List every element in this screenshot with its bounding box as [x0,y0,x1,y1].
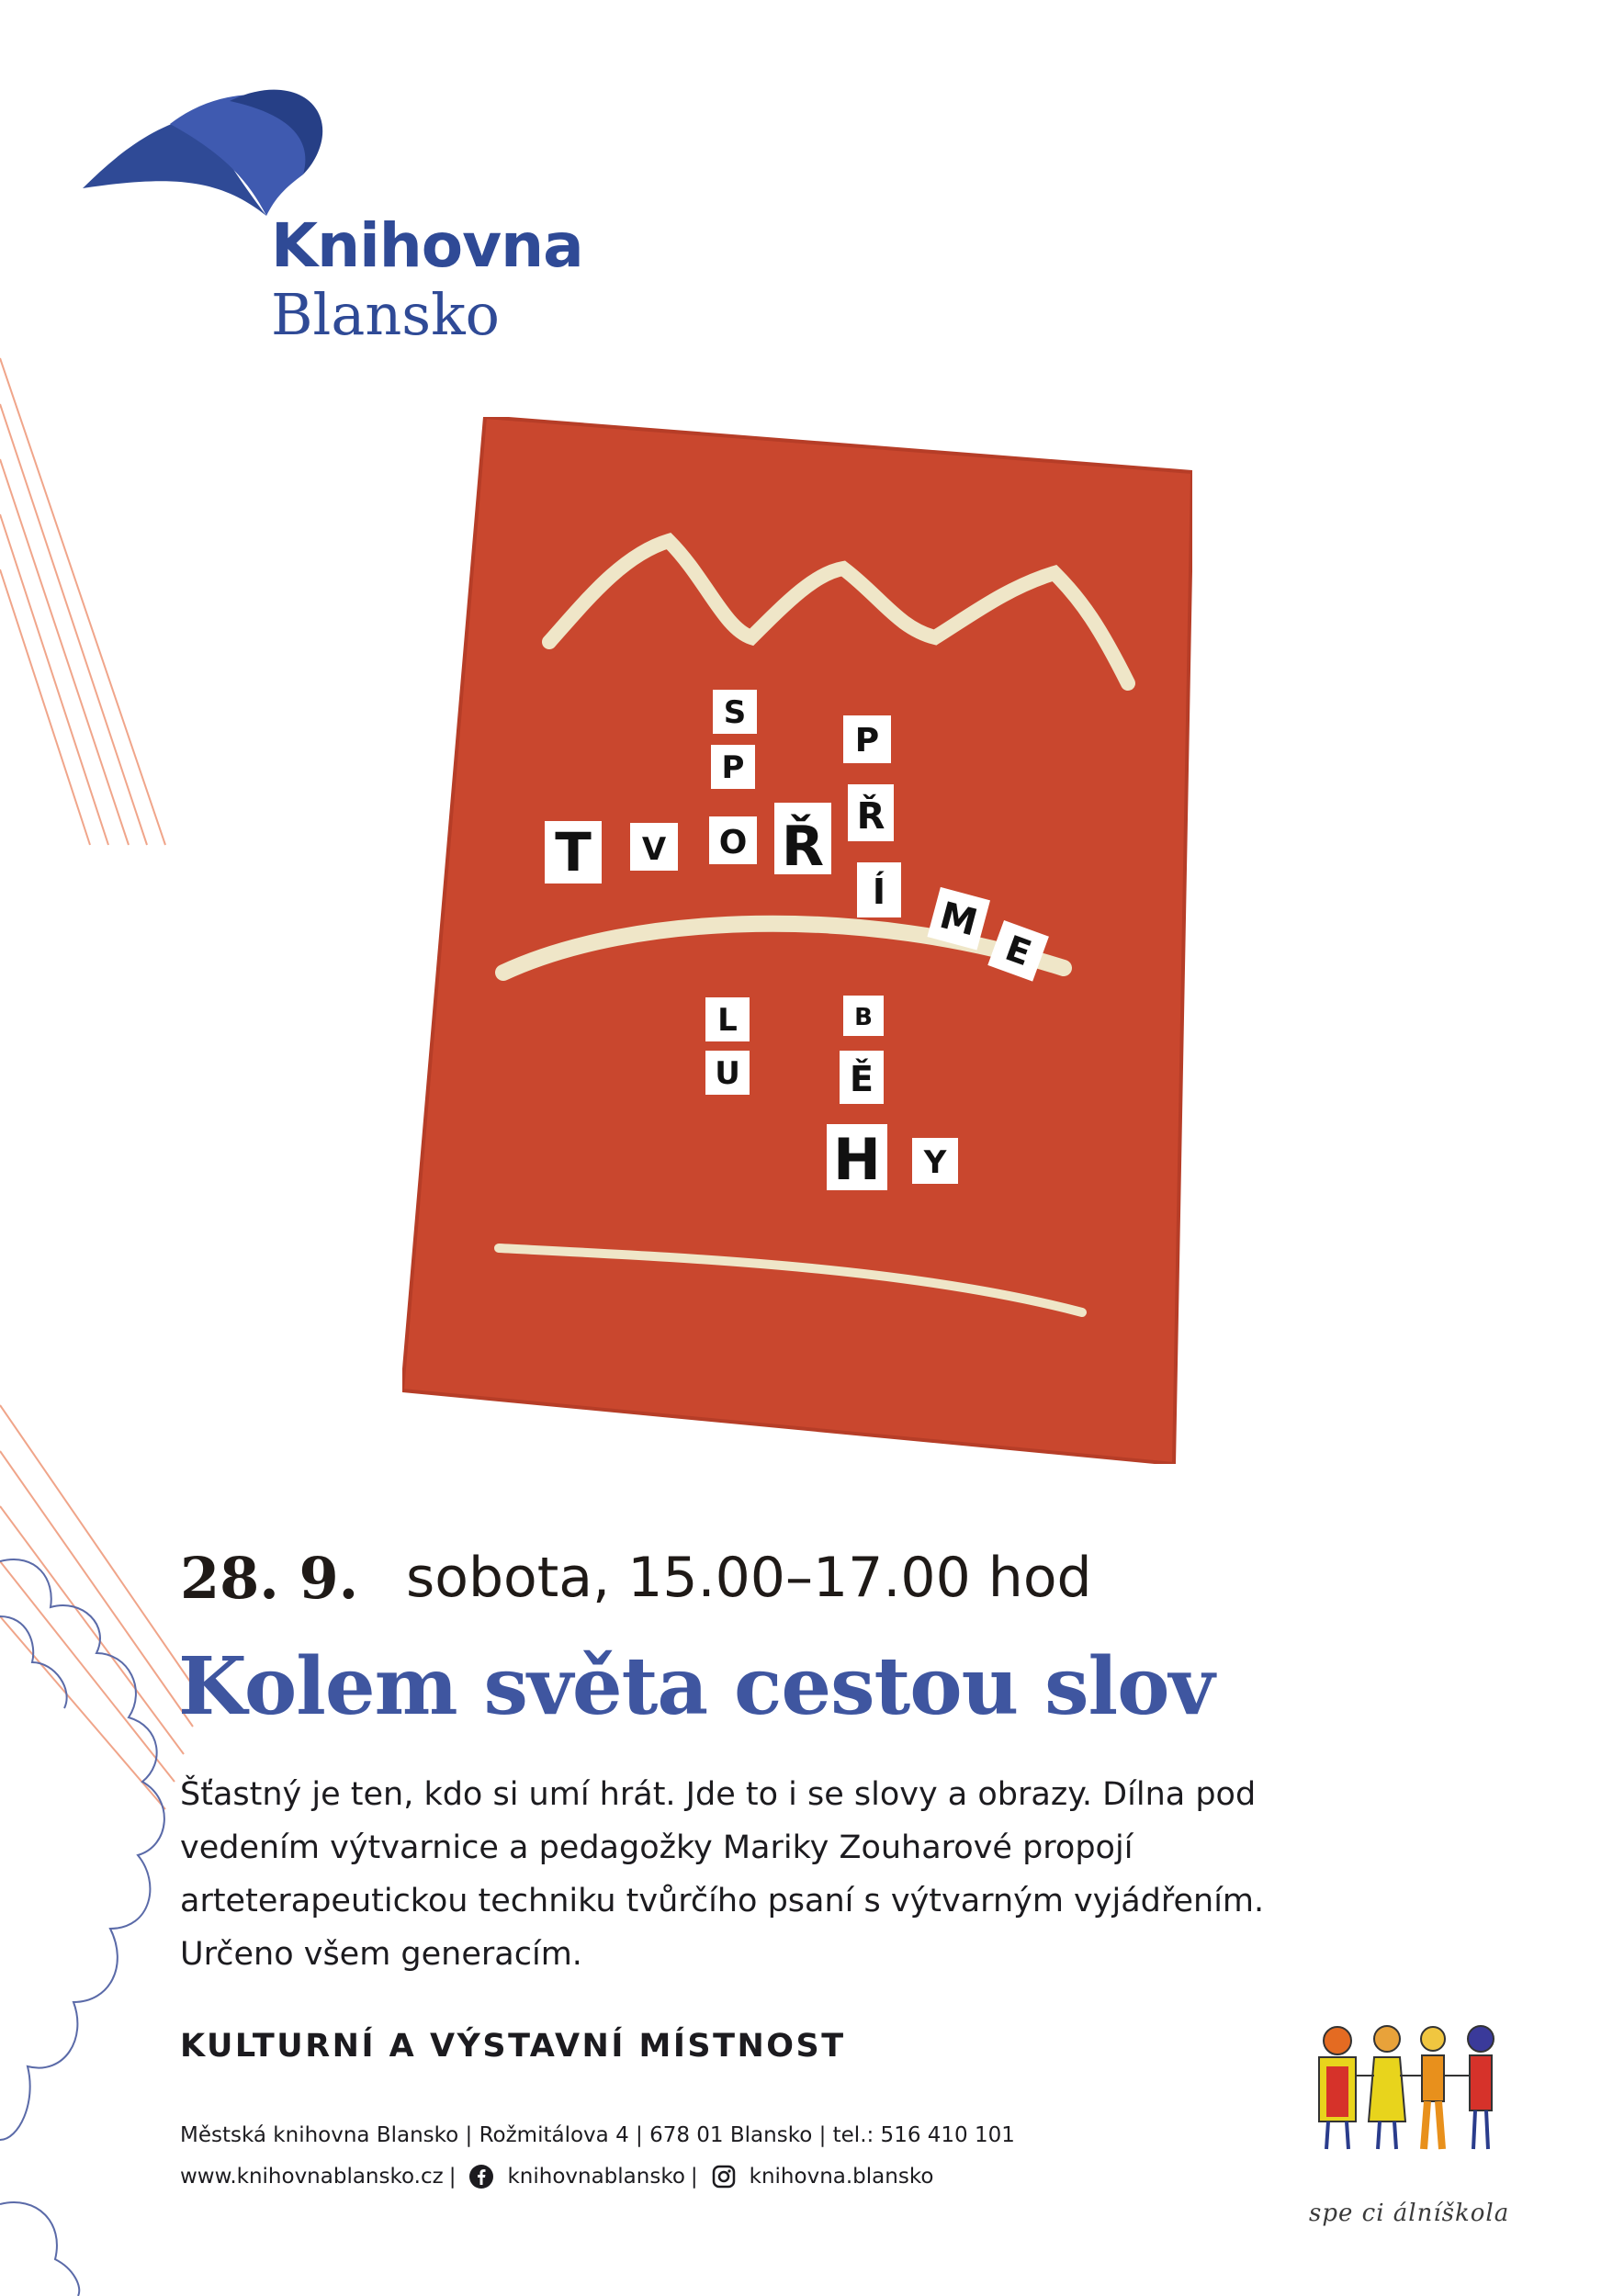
event-venue: KULTURNÍ A VÝSTAVNÍ MÍSTNOST [180,2028,846,2065]
svg-text:Ř: Ř [781,815,825,879]
website-link[interactable]: www.knihovnablansko.cz [180,2165,444,2189]
svg-text:H: H [833,1126,881,1193]
instagram-link[interactable]: knihovna.blansko [749,2165,934,2189]
school-logo-figures [1304,2020,1525,2158]
event-title: Kolem světa cestou slov [178,1640,1214,1733]
svg-text:P: P [854,722,880,760]
svg-text:S: S [723,694,747,731]
instagram-icon [711,2164,737,2189]
event-poster-image [402,417,1192,1464]
svg-text:O: O [718,824,748,861]
svg-text:B: B [854,1004,873,1031]
event-time: sobota, 15.00–17.00 hod [406,1546,1092,1610]
footer-separator: | [448,2165,457,2189]
school-name: spe ci álníškola [1309,2200,1510,2227]
svg-text:V: V [641,831,667,868]
footer-contacts [180,2164,933,2189]
footer-separator: | [690,2165,698,2189]
svg-text:L: L [717,1002,738,1039]
svg-text:Í: Í [872,872,886,912]
svg-text:Y: Y [923,1144,947,1181]
facebook-icon [468,2164,494,2189]
svg-text:U: U [715,1055,740,1092]
logo-text-blansko: Blansko [271,281,500,348]
logo-text-knihovna: Knihovna [271,210,583,281]
svg-text:M: M [935,894,982,945]
event-description: Šťastný je ten, kdo si umí hrát. Jde to i se slovy a obrazy. Dílna pod vedením výtvarnice a pedagožky Mariky Zouharové propojí arteterapeutickou techniku tvůrčího psaní s výtvarným vyjádřením. Určeno všem generacím. [180,1776,1265,1973]
svg-text:Ě: Ě [850,1059,874,1099]
event-date: 28. 9. [180,1545,359,1612]
svg-text:Ř: Ř [856,795,885,838]
svg-text:P: P [721,749,745,786]
svg-text:E: E [999,928,1037,974]
facebook-link[interactable]: knihovnablansko [507,2165,685,2189]
svg-text:T: T [555,821,592,884]
footer-address: Městská knihovna Blansko | Rožmitálova 4 | 678 01 Blansko | tel.: 516 410 101 [180,2123,1015,2147]
